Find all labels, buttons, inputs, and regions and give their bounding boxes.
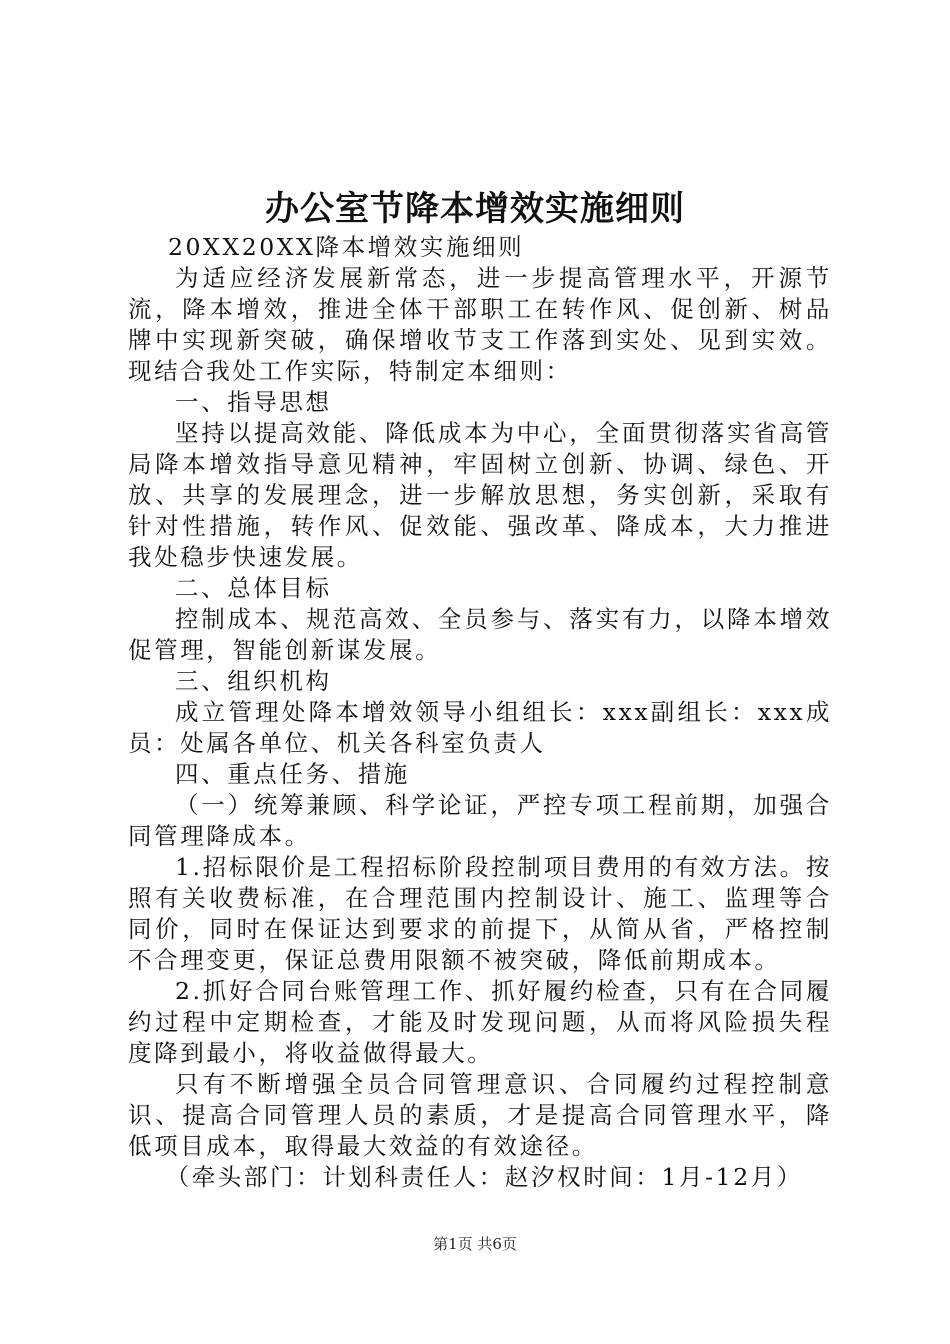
- guiding-thought-paragraph: 坚持以提高效能、降低成本为中心，全面贯彻落实省高管局降本增效指导意见精神，牢固树立创新、协调、绿色、开放、共享的发展理念，进一步解放思想，务实创新，采取有针对性措施，转作风、促效能、强改革、降成本，大力推进我处稳步快速发展。: [128, 419, 832, 571]
- item-1-paragraph: 1.招标限价是工程招标阶段控制项目费用的有效方法。按照有关收费标准，在合理范围内控制设计、施工、监理等合同价，同时在保证达到要求的前提下，从简从省，严格控制不合理变更，保证总费用限额不被突破，降低前期成本。: [128, 853, 832, 974]
- responsibility-note: （牵头部门：计划科责任人：赵汐权时间：1月-12月）: [165, 1163, 803, 1191]
- document-subtitle: 20XX20XX降本增效实施细则: [167, 233, 525, 261]
- document-body: [128, 232, 832, 1193]
- subsection-heading-contract-management: （一）统筹兼顾、科学论证，严控专项工程前期，加强合同管理降成本。: [128, 791, 832, 850]
- organization-paragraph: 成立管理处降本增效领导小组组长：xxx副组长：xxx成员：处属各单位、机关各科室负责人: [128, 698, 832, 757]
- section-heading-organization: 三、组织机构: [175, 667, 332, 695]
- overall-goal-paragraph: 控制成本、规范高效、全员参与、落实有力，以降本增效促管理，智能创新谋发展。: [128, 605, 832, 664]
- section-heading-key-tasks: 四、重点任务、措施: [175, 760, 410, 788]
- section-heading-overall-goal: 二、总体目标: [175, 574, 332, 602]
- item-2-paragraph: 2.抓好合同台账管理工作、抓好履约检查，只有在合同履约过程中定期检查，才能及时发现问题，从而将风险损失程度降到最小，将收益做得最大。: [128, 977, 832, 1067]
- contract-awareness-paragraph: 只有不断增强全员合同管理意识、合同履约过程控制意识、提高合同管理人员的素质，才是提高合同管理水平，降低项目成本，取得最大效益的有效途径。: [128, 1070, 832, 1160]
- intro-paragraph: 为适应经济发展新常态，进一步提高管理水平，开源节流，降本增效，推进全体干部职工在转作风、促创新、树品牌中实现新突破，确保增收节支工作落到实处、见到实效。现结合我处工作实际，特制定本细则：: [128, 264, 832, 385]
- section-heading-guiding-thought: 一、指导思想: [175, 388, 332, 416]
- document-title: 办公室节降本增效实施细则: [265, 189, 685, 229]
- page-number-footer: 第1页 共6页: [433, 1235, 517, 1253]
